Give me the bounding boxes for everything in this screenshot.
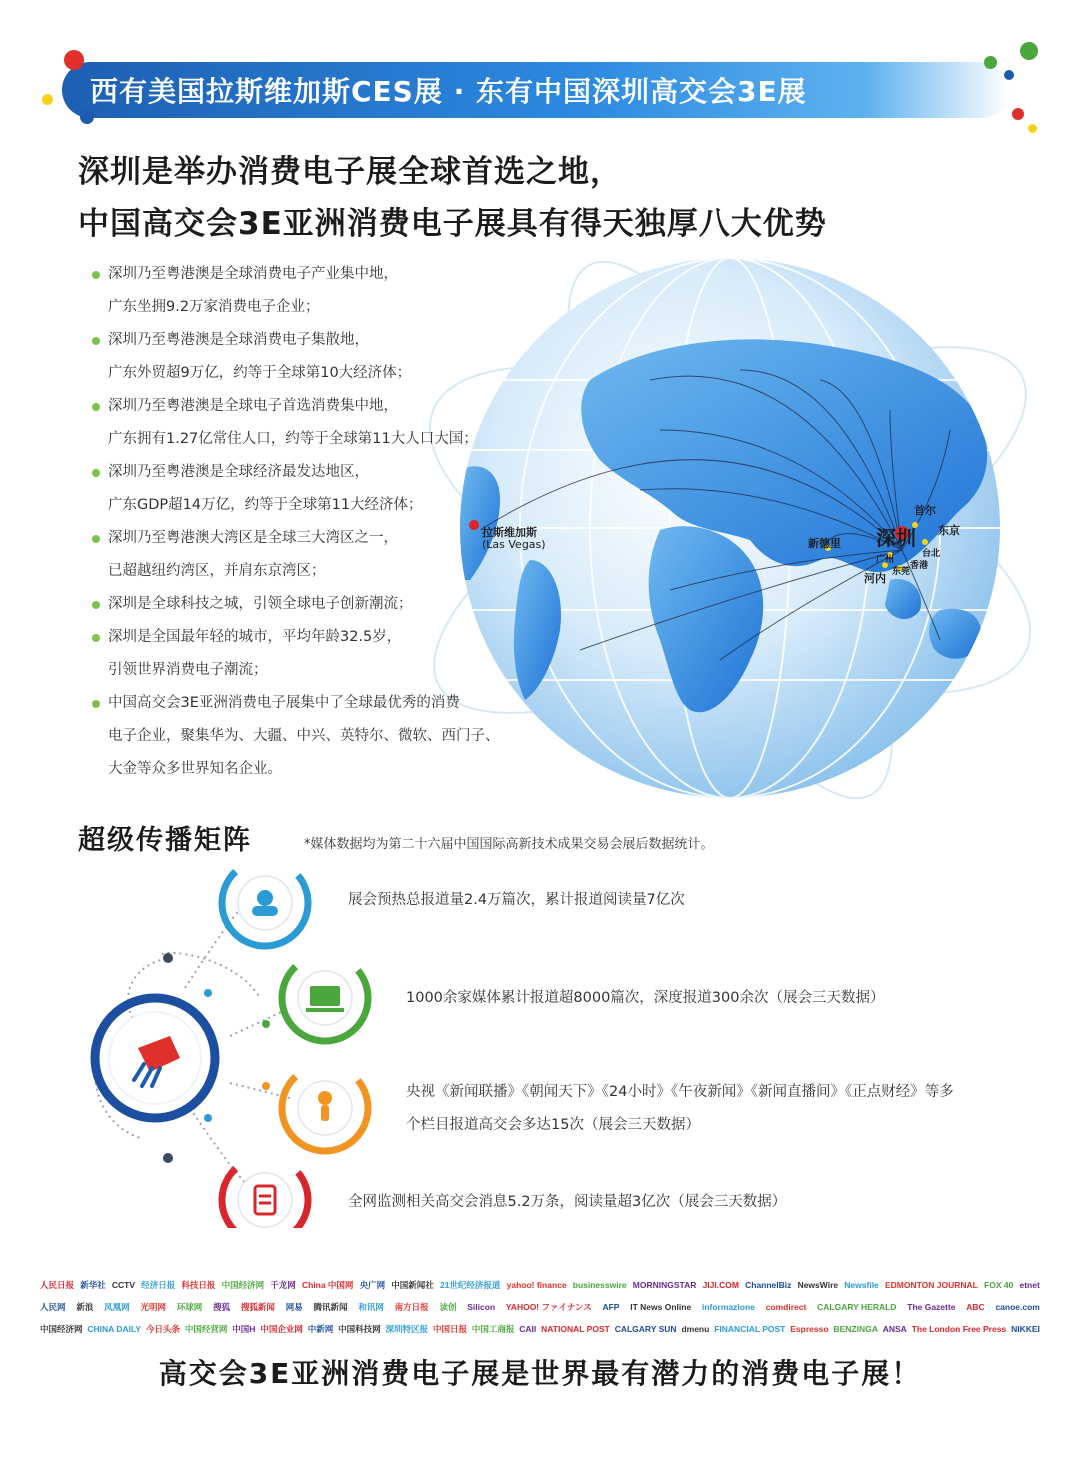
media-logo: NIKKEI — [1011, 1324, 1040, 1334]
media-logo: AFP — [602, 1302, 620, 1312]
video-screen-icon — [306, 986, 344, 1012]
media-logo-wall — [40, 1274, 1040, 1340]
media-logo: IT News Online — [630, 1302, 692, 1312]
media-logo: FINANCIAL POST — [714, 1324, 786, 1334]
bullet-dot-icon — [92, 337, 100, 345]
label-seoul: 首尔 — [914, 504, 936, 517]
media-logo: CAII — [519, 1324, 537, 1334]
media-stat-3-line-1: 央视《新闻联播》《朝闻天下》《24小时》《午夜新闻》《新闻直播间》《正点财经》等多 — [406, 1084, 954, 1100]
advantage-item — [90, 258, 520, 324]
label-hong-kong: 香港 — [910, 561, 929, 571]
media-logo: canoe.com — [995, 1302, 1040, 1312]
media-logo: JIJI.COM — [702, 1280, 739, 1290]
advantage-text: 广东拥有1.27亿常住人口，约等于全球第11大人口大国； — [108, 431, 478, 447]
advantage-text: 中国高交会3E亚洲消费电子展集中了全球最优秀的消费 — [108, 695, 460, 711]
media-logo: 央广网 — [359, 1280, 386, 1290]
media-logo: 深圳特区报 — [385, 1324, 429, 1334]
media-logo: CALGARY SUN — [614, 1324, 677, 1334]
media-stat-3-line-2: 个栏目报道高交会多达15次（展会三天数据） — [406, 1117, 700, 1133]
advantage-item — [90, 522, 520, 588]
media-logo: YAHOO! ファイナンス — [505, 1302, 592, 1312]
media-logo: 南方日报 — [394, 1302, 429, 1312]
advantage-item — [90, 456, 520, 522]
advantage-text: 电子企业，聚集华为、大疆、中兴、英特尔、微软、西门子、 — [108, 728, 500, 744]
media-stat-1: 展会预热总报道量2.4万篇次，累计报道阅读量7亿次 — [348, 892, 685, 908]
media-logo: 搜狐 — [213, 1302, 231, 1312]
media-logo: NewsWire — [797, 1280, 839, 1290]
advantages-list — [90, 258, 520, 786]
media-logo: 经济日报 — [141, 1280, 176, 1290]
decor-dot-red — [64, 50, 84, 70]
media-logo: 人民日报 — [40, 1280, 75, 1290]
media-logo: 今日头条 — [145, 1324, 180, 1334]
media-logo: 中国新闻社 — [391, 1280, 434, 1290]
decor-dot-blue-right — [1004, 70, 1014, 80]
advantage-text: 深圳是全国最年轻的城市，平均年龄32.5岁， — [108, 629, 402, 645]
media-logo: businesswire — [572, 1280, 627, 1290]
media-logo: CHINA DAILY — [87, 1324, 142, 1334]
advantage-text: 深圳乃至粤港澳是全球电子首选消费集中地， — [108, 398, 398, 414]
label-las-vegas-cn: 拉斯维加斯 — [482, 526, 537, 539]
media-logo: ABC — [966, 1302, 985, 1312]
media-logo: Espresso — [790, 1324, 829, 1334]
decor-dot-green — [1020, 42, 1038, 60]
label-guangzhou: 广州 — [876, 555, 895, 565]
label-dongguan: 东莞 — [892, 567, 911, 577]
media-section-note: *媒体数据均为第二十六届中国国际高新技术成果交易会展后数据统计。 — [304, 837, 714, 852]
media-logo: CCTV — [111, 1280, 136, 1290]
advantage-text: 大金等众多世界知名企业。 — [108, 761, 282, 777]
media-logo: 千龙网 — [270, 1280, 296, 1290]
logo-row — [40, 1274, 1040, 1296]
media-logo: 中国日报 — [432, 1324, 467, 1334]
bullet-dot-icon — [92, 469, 100, 477]
headline-line-1: 深圳是举办消费电子展全球首选之地， — [78, 154, 622, 190]
media-logo: 搜狐新闻 — [240, 1302, 275, 1312]
top-banner — [62, 56, 1032, 124]
media-logo: 中国工商报 — [471, 1324, 515, 1334]
banner-text: 西有美国拉斯维加斯CES展 · 东有中国深圳高交会3E展 — [90, 75, 807, 108]
media-logo: Silicon — [467, 1302, 496, 1312]
media-logo: 环球网 — [176, 1302, 203, 1312]
advantage-text: 广东GDP超14万亿，约等于全球第11大经济体； — [108, 497, 423, 513]
media-logo: 21世纪经济报道 — [439, 1280, 501, 1290]
media-logo: MORNINGSTAR — [632, 1280, 697, 1290]
advantage-text: 深圳乃至粤港澳大湾区是全球三大湾区之一， — [108, 530, 398, 546]
advantage-text: 深圳乃至粤港澳是全球消费电子产业集中地， — [108, 266, 398, 282]
footer-slogan: 高交会3E亚洲消费电子展是世界最有潜力的消费电子展！ — [158, 1357, 922, 1390]
advantage-text: 广东坐拥9.2万家消费电子企业； — [108, 299, 320, 315]
media-stat-2: 1000余家媒体累计报道超8000篇次，深度报道300余次（展会三天数据） — [406, 990, 885, 1006]
media-logo: ANSA — [882, 1324, 907, 1334]
media-logo: China 中国网 — [301, 1280, 354, 1290]
advantage-text: 深圳是全球科技之城，引领全球电子创新潮流； — [108, 596, 413, 612]
media-logo: The Gazette — [907, 1302, 956, 1312]
media-logo: FOX 40 — [984, 1280, 1014, 1290]
media-logo: 和讯网 — [358, 1302, 384, 1312]
bullet-dot-icon — [92, 700, 100, 708]
decor-dot-yellow-right — [1028, 124, 1037, 133]
media-logo: EDMONTON JOURNAL — [884, 1280, 978, 1290]
bullet-dot-icon — [92, 403, 100, 411]
media-logo: 中国经营网 — [184, 1324, 228, 1334]
bullet-dot-icon — [92, 601, 100, 609]
label-new-delhi: 新德里 — [808, 537, 841, 550]
decor-dot-green-small — [984, 56, 997, 69]
advantage-item — [90, 687, 520, 786]
label-las-vegas-en: (Las Vegas) — [482, 538, 546, 551]
advantage-item — [90, 621, 520, 687]
media-logo: informazione — [701, 1302, 755, 1312]
media-logo: 新华社 — [80, 1280, 106, 1290]
logo-row — [40, 1318, 1040, 1340]
media-logo: 中国经济网 — [221, 1280, 265, 1290]
media-logo: 中新网 — [307, 1324, 334, 1334]
media-logo: 凤凰网 — [104, 1302, 130, 1312]
media-logo: 中国经济网 — [40, 1324, 83, 1334]
media-logo: yahoo! finance — [506, 1280, 567, 1290]
advantage-item — [90, 390, 520, 456]
advantage-text: 深圳乃至粤港澳是全球经济最发达地区， — [108, 464, 369, 480]
decor-dot-red-right — [1012, 108, 1024, 120]
label-shenzhen: 深圳 — [876, 526, 916, 550]
media-logo: 中国企业网 — [260, 1324, 303, 1334]
logo-row — [40, 1296, 1040, 1318]
bullet-dot-icon — [92, 634, 100, 642]
media-logo: 人民网 — [40, 1302, 66, 1312]
media-logo: etnet — [1019, 1280, 1040, 1290]
media-logo: comdirect — [765, 1302, 807, 1312]
media-logo: The London Free Press — [911, 1324, 1007, 1334]
label-hanoi: 河内 — [864, 572, 886, 585]
media-logo: dmenu — [681, 1324, 710, 1334]
media-logo: Newsfile — [844, 1280, 879, 1290]
advantage-item — [90, 588, 520, 621]
media-stat-4: 全网监测相关高交会消息5.2万条，阅读量超3亿次（展会三天数据） — [348, 1194, 787, 1210]
media-logo: 光明网 — [140, 1302, 166, 1312]
advantage-text: 已超越纽约湾区，并肩东京湾区； — [108, 563, 326, 579]
advantage-text: 广东外贸超9万亿，约等于全球第10大经济体； — [108, 365, 412, 381]
advantage-item — [90, 324, 520, 390]
bullet-dot-icon — [92, 535, 100, 543]
headline-line-2: 中国高交会3E亚洲消费电子展具有得天独厚八大优势 — [78, 206, 827, 242]
media-logo: NATIONAL POST — [541, 1324, 610, 1334]
media-logo: 中国H — [232, 1324, 256, 1334]
label-tokyo: 东京 — [938, 524, 960, 537]
decor-dot-yellow — [42, 94, 53, 105]
advantage-text: 深圳乃至粤港澳是全球消费电子集散地， — [108, 332, 369, 348]
media-section-title: 超级传播矩阵 — [78, 825, 252, 856]
media-logo: BENZINGA — [833, 1324, 878, 1334]
media-logo: CALGARY HERALD — [817, 1302, 897, 1312]
decor-dot-blue — [80, 110, 94, 124]
media-logo: 腾讯新闻 — [313, 1302, 348, 1312]
media-logo: 科技日报 — [181, 1280, 216, 1290]
media-logo: ChannelBiz — [745, 1280, 792, 1290]
media-logo: 读创 — [439, 1302, 457, 1312]
label-taipei: 台北 — [922, 549, 941, 559]
media-logo: 网易 — [285, 1302, 303, 1312]
bullet-dot-icon — [92, 271, 100, 279]
advantage-text: 引领世界消费电子潮流； — [108, 662, 268, 678]
media-logo: 新浪 — [76, 1302, 94, 1312]
media-logo: 中国科技网 — [338, 1324, 381, 1334]
